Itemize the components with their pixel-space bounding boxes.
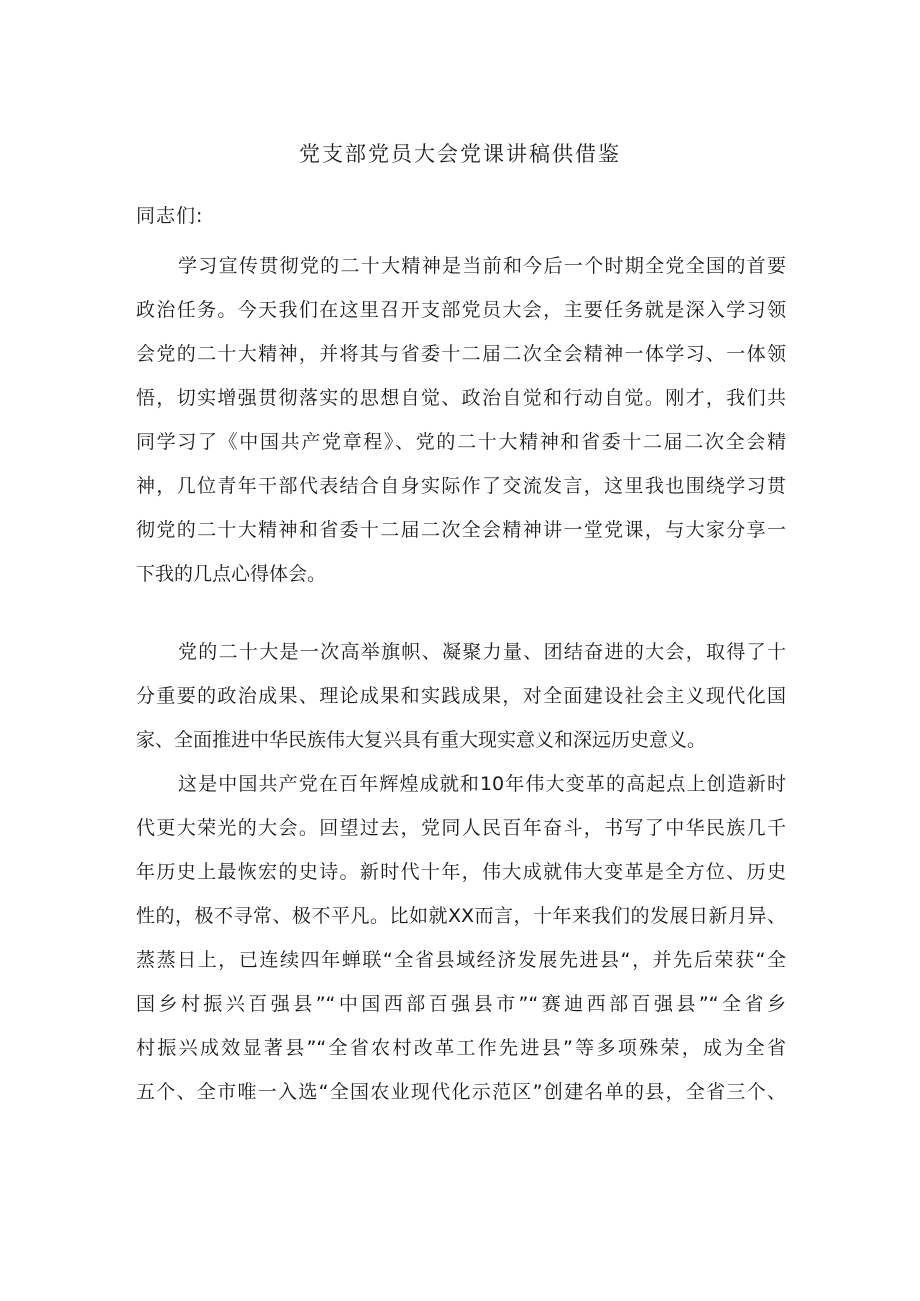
paragraph-line: 这是中国共产党在百年辉煌成就和10年伟大变革的高起点上创造新时 [178,773,786,795]
paragraph-line: 国乡村振兴百强县”“中国西部百强县市”“赛迪西部百强县”“全省乡 [136,993,786,1015]
paragraph-line: 代更大荣光的大会。回望过去，党同人民百年奋斗，书写了中华民族几千 [136,817,786,839]
paragraph-line: 彻党的二十大精神和省委十二届二次全会精神讲一堂党课，与大家分享一 [136,519,786,541]
paragraph-line: 学习宣传贯彻党的二十大精神是当前和今后一个时期全党全国的首要 [178,255,786,277]
document-title: 党支部党员大会党课讲稿供借鉴 [299,142,621,166]
paragraph-line: 性的，极不寻常、极不平凡。比如就XX而言，十年来我们的发展日新月异、 [136,905,786,927]
paragraph-1 [136,248,786,600]
paragraph-line: 下我的几点心得体会。 [136,563,327,585]
paragraph-line: 政治任务。今天我们在这里召开支部党员大会，主要任务就是深入学习领 [136,299,786,321]
paragraph-line: 会党的二十大精神，并将其与省委十二届二次全会精神一体学习、一体领 [136,343,786,365]
paragraph-line: 村振兴成效显著县”“全省农村改革工作先进县”等多项殊荣，成为全省 [136,1037,786,1059]
paragraph-line: 年历史上最恢宏的史诗。新时代十年，伟大成就伟大变革是全方位、历史 [136,861,786,883]
paragraph-3 [136,766,786,1118]
paragraph-line: 悟，切实增强贯彻落实的思想自觉、政治自觉和行动自觉。刚才，我们共 [136,387,786,409]
paragraph-line: 五个、全市唯一入选“全国农业现代化示范区”创建名单的县，全省三个、 [136,1081,786,1103]
paragraph-line: 家、全面推进中华民族伟大复兴具有重大现实意义和深远历史意义。 [136,729,707,751]
paragraph-line: 党的二十大是一次高举旗帜、凝聚力量、团结奋进的大会，取得了十 [178,641,786,663]
greeting: 同志们: [136,205,204,227]
paragraph-line: 蒸蒸日上，已连续四年蝉联“全省县域经济发展先进县“，并先后荣获“全 [136,949,786,971]
paragraph-line: 神，几位青年干部代表结合自身实际作了交流发言，这里我也围绕学习贯 [136,475,786,497]
paragraph-line: 同学习了《中国共产党章程》、党的二十大精神和省委十二届二次全会精 [136,431,786,453]
paragraph-line: 分重要的政治成果、理论成果和实践成果，对全面建设社会主义现代化国 [136,685,786,707]
paragraph-2 [136,634,786,766]
